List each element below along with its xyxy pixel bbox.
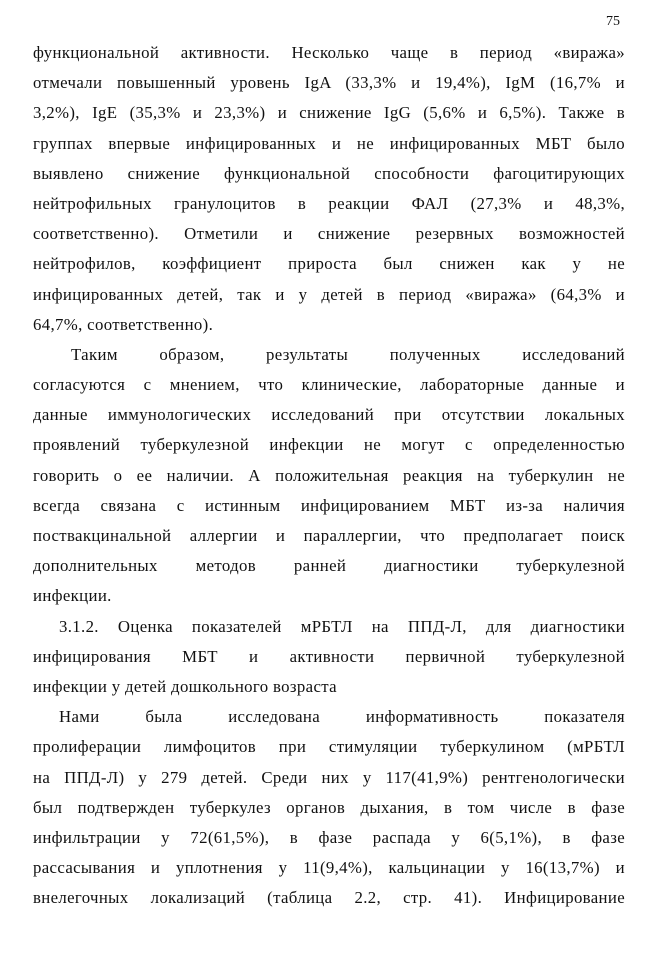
paragraph-continuation: [33, 38, 625, 340]
text-line: нейтрофилов, коэффициент прироста был снижен как у не: [33, 254, 625, 274]
text-line: рассасывания и уплотнения у 11(9,4%), кальцинации у 16(13,7%) и: [33, 858, 625, 878]
text-line: согласуются с мнением, что клинические, лабораторные данные и: [33, 375, 625, 395]
text-line: функциональной активности. Несколько чаще в период «виража»: [33, 43, 625, 62]
text-line: говорить о ее наличии. А положительная реакция на туберкулин не: [33, 465, 625, 485]
text-line: инфицированных детей, так и у детей в период «виража» (64,3% и: [33, 284, 625, 304]
page-number: 75: [606, 14, 620, 29]
text-line: инфекции у детей дошкольного возраста: [33, 676, 337, 696]
text-line: поствакцинальной аллергии и параллергии, что предполагает поиск: [33, 526, 625, 545]
text-line: на ППД-Л) у 279 детей. Среди них у 117(41,9%) рентгенологически: [33, 767, 625, 787]
text-line: был подтвержден туберкулез органов дыхания, в том числе в фазе: [33, 797, 625, 817]
body-text: [33, 38, 625, 913]
text-line: пролиферации лимфоцитов при стимуляции туберкулином (мРБТЛ: [33, 737, 625, 757]
text-line: данные иммунологических исследований при отсутствии локальных: [33, 405, 625, 425]
text-line: всегда связана с истинным инфицированием МБТ из-за наличия: [33, 495, 625, 515]
text-line: отмечали повышенный уровень IgA (33,3% и 19,4%), IgM (16,7% и: [33, 73, 625, 93]
text-line: проявлений туберкулезной инфекции не могут с определенностью: [33, 435, 625, 455]
text-line: инфильтрации у 72(61,5%), в фазе распада у 6(5,1%), в фазе: [33, 827, 625, 847]
text-line: инфекции.: [33, 586, 112, 606]
text-line: 64,7%, соответственно).: [33, 314, 214, 334]
text-line: дополнительных методов ранней диагностики туберкулезной: [33, 556, 625, 576]
paragraph-study: [33, 702, 625, 913]
text-line: нейтрофильных гранулоцитов в реакции ФАЛ (27,3% и 48,3%,: [33, 193, 625, 213]
text-line: 3.1.2. Оценка показателей мРБТЛ на ППД-Л, для диагностики: [59, 616, 625, 636]
section-heading: [33, 612, 625, 703]
text-line: Таким образом, результаты полученных исследований: [71, 344, 625, 364]
text-line: Нами была исследована информативность показателя: [59, 707, 625, 727]
text-line: 3,2%), IgE (35,3% и 23,3%) и снижение IgG (5,6% и 6,5%). Также в: [33, 103, 625, 123]
text-line: соответственно). Отметили и снижение резервных возможностей: [33, 224, 625, 244]
text-line: внелегочных локализаций (таблица 2.2, стр. 41). Инфицирование: [33, 888, 625, 908]
paragraph-conclusion: [33, 340, 625, 612]
text-line: выявлено снижение функциональной способности фагоцитирующих: [33, 163, 625, 183]
text-line: группах впервые инфицированных и не инфицированных МБТ было: [33, 133, 625, 153]
text-line: инфицирования МБТ и активности первичной туберкулезной: [33, 646, 625, 666]
